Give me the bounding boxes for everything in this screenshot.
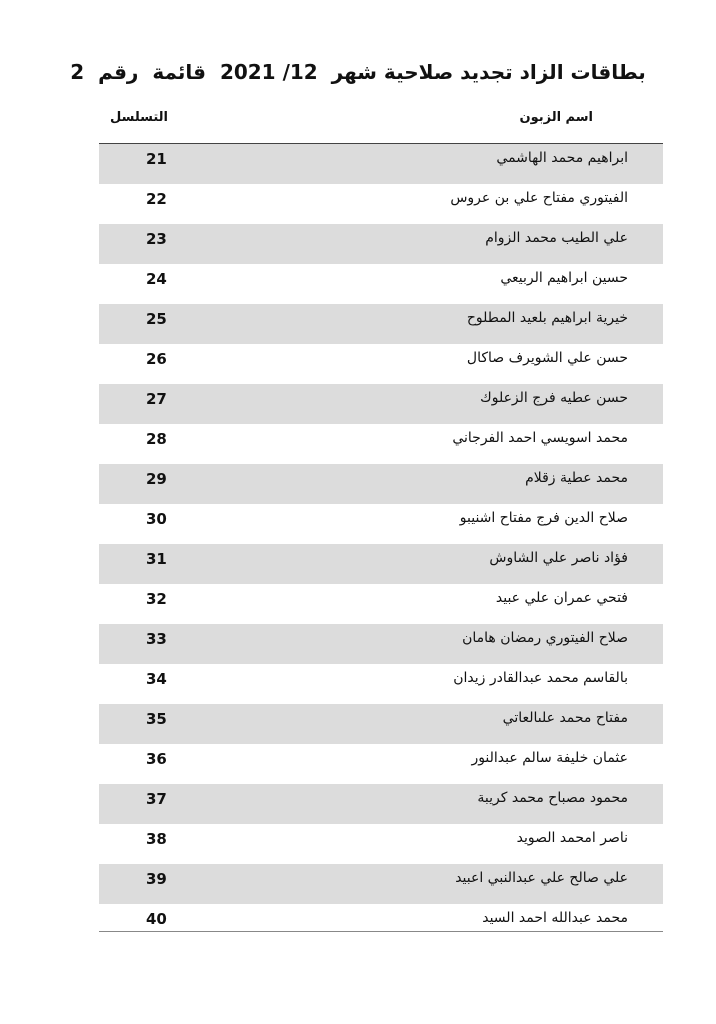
table-row	[99, 624, 663, 664]
table-row	[99, 864, 663, 904]
table-row	[99, 824, 663, 864]
customer-name: فؤاد ناصر علي الشاوش	[489, 550, 628, 566]
table-row	[99, 584, 663, 624]
customer-name: حسن علي الشويرف صاكال	[466, 350, 628, 366]
table-row	[99, 504, 663, 544]
table-row	[99, 744, 663, 784]
table-row	[99, 144, 663, 184]
customer-name: محمود مصباح محمد كريبة	[477, 790, 628, 806]
serial-number: 40	[146, 910, 167, 928]
table-row	[99, 704, 663, 744]
table-row	[99, 664, 663, 704]
serial-column-header: التسلسل	[110, 110, 169, 125]
serial-number: 30	[146, 510, 167, 528]
serial-number: 39	[146, 870, 167, 888]
serial-number: 26	[146, 350, 167, 368]
customer-name: محمد اسويسي احمد الفرجاني	[452, 430, 628, 446]
serial-number: 38	[146, 830, 167, 848]
customer-name: بالقاسم محمد عبدالقادر زيدان	[453, 670, 628, 686]
table-row	[99, 384, 663, 424]
serial-number: 22	[146, 190, 167, 208]
serial-number: 25	[146, 310, 167, 328]
table-row	[99, 904, 663, 944]
customer-name: صلاح الدين فرج مفتاح اشنيبو	[459, 510, 628, 526]
serial-number: 21	[146, 150, 167, 168]
customer-name: ابراهيم محمد الهاشمي	[496, 150, 628, 166]
table-row	[99, 264, 663, 304]
customer-name: محمد عطية زقلام	[525, 470, 628, 486]
serial-number: 34	[146, 670, 167, 688]
customer-table	[99, 143, 663, 944]
serial-number: 35	[146, 710, 167, 728]
serial-number: 29	[146, 470, 167, 488]
customer-name: صلاح الفيتوري رمضان هامان	[462, 630, 628, 646]
customer-name-column-header: اسم الزبون	[519, 110, 593, 125]
table-row	[99, 544, 663, 584]
customer-name: الفيتوري مفتاح علي بن عروس	[450, 190, 628, 206]
table-row	[99, 344, 663, 384]
serial-number: 28	[146, 430, 167, 448]
customer-name: خيرية ابراهيم بلعيد المطلوح	[466, 310, 628, 326]
serial-number: 32	[146, 590, 167, 608]
customer-name: فتحي عمران علي عبيد	[495, 590, 628, 606]
serial-number: 23	[146, 230, 167, 248]
customer-name: حسن عطيه فرج الزعلوك	[480, 390, 628, 406]
customer-name: محمد عبدالله احمد السيد	[482, 910, 628, 926]
serial-number: 31	[146, 550, 167, 568]
customer-name: علي الطيب محمد الزوام	[485, 230, 628, 246]
table-bottom-divider	[99, 931, 663, 932]
customer-name: ناصر امحمد الصويد	[516, 830, 628, 846]
table-row	[99, 224, 663, 264]
customer-name: حسين ابراهيم الربيعي	[500, 270, 628, 286]
table-row	[99, 184, 663, 224]
serial-number: 27	[146, 390, 167, 408]
serial-number: 24	[146, 270, 167, 288]
customer-name: عثمان خليفة سالم عبدالنور	[471, 750, 628, 766]
table-row	[99, 464, 663, 504]
customer-name: علي صالح علي عبدالنبي اعبيد	[455, 870, 628, 886]
serial-number: 33	[146, 630, 167, 648]
table-row	[99, 784, 663, 824]
table-row	[99, 424, 663, 464]
customer-name: مفتاح محمد علىالعاتي	[502, 710, 628, 726]
serial-number: 37	[146, 790, 167, 808]
page-title: بطاقات الزاد تجديد صلاحية شهر 12/ 2021 قائمة رقم 2	[70, 60, 646, 84]
serial-number: 36	[146, 750, 167, 768]
table-row	[99, 304, 663, 344]
